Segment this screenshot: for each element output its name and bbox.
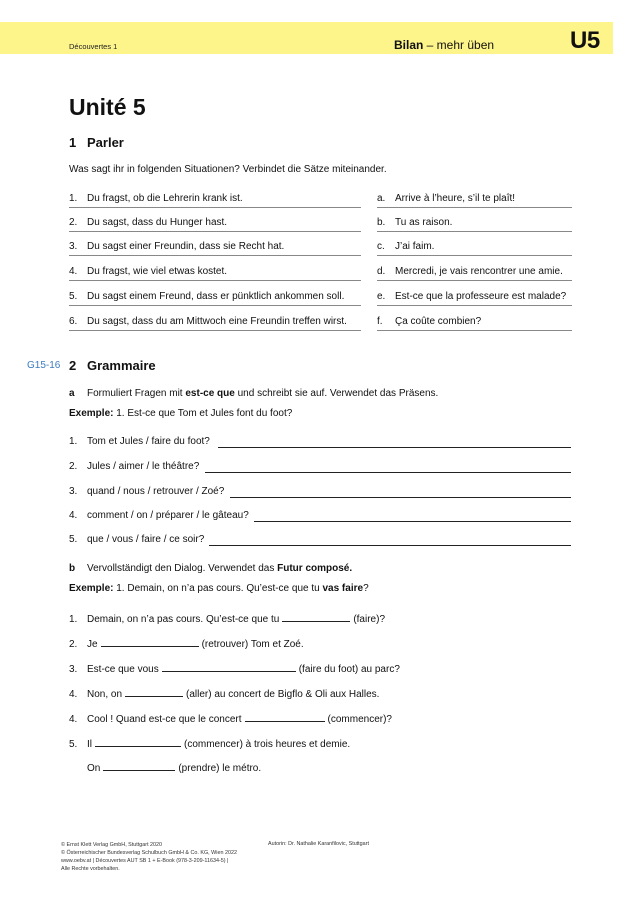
section-1-title: Parler	[87, 135, 124, 150]
answer-line	[377, 305, 572, 306]
item-number: 5.	[69, 534, 78, 545]
section-1-heading	[69, 135, 124, 150]
answer-line	[377, 330, 572, 331]
right-item-letter: f.	[377, 316, 383, 327]
example-answer: vas faire	[322, 583, 364, 594]
example-label: Exemple:	[69, 408, 114, 419]
left-item-number: 6.	[69, 316, 78, 327]
exercise-b-item	[69, 711, 392, 725]
exercise-b-instruction	[69, 563, 352, 574]
left-item-text: Du sagst einer Freundin, dass sie Recht hat.	[87, 241, 285, 252]
footer-line: © Ernst Klett Verlag GmbH, Stuttgart 2020	[61, 842, 163, 848]
instr-a-part1: Formuliert Fragen mit	[87, 388, 186, 399]
left-item-text: Du fragst, wie viel etwas kostet.	[87, 266, 228, 277]
exercise-b-item	[69, 760, 261, 774]
exercise-a-instruction	[69, 388, 438, 399]
section-2-title: Grammaire	[87, 358, 156, 373]
item-text-after: (retrouver) Tom et Zoé.	[201, 639, 304, 650]
footer-line: © Österreichischer Bundesverlag Schulbuch GmbH & Co. KG, Wien 2022	[61, 850, 237, 856]
instr-a-bold: est-ce que	[185, 388, 235, 399]
footer-line: Alle Rechte vorbehalten.	[61, 866, 120, 872]
item-text-before: Non, on	[87, 689, 123, 700]
author-credit: Autorin: Dr. Nathalie Karanfilovic, Stuttgart	[268, 841, 369, 847]
answer-line	[377, 255, 572, 256]
answer-line	[69, 255, 361, 256]
blank-field[interactable]	[245, 711, 325, 722]
blank-field[interactable]	[282, 611, 350, 622]
left-item-text: Du sagst, dass du Hunger hast.	[87, 217, 228, 228]
item-prompt: quand / nous / retrouver / Zoé?	[87, 486, 225, 497]
item-number: 4.	[69, 689, 78, 700]
exercise-a-example	[69, 408, 292, 419]
book-title: Découvertes 1	[69, 42, 118, 51]
answer-line[interactable]	[218, 447, 571, 448]
item-number: 4.	[69, 510, 78, 521]
answer-line	[69, 280, 361, 281]
section-2-number: 2	[69, 358, 77, 373]
footer-line: www.oebv.at | Découvertes AUT SB 1 + E-Book (978-3-209-11634-5) |	[61, 858, 229, 864]
item-text-before: Demain, on n’a pas cours. Qu’est-ce que tu	[87, 614, 280, 625]
right-item-text: Est-ce que la professeure est malade?	[395, 291, 567, 302]
right-item-text: Arrive à l’heure, s’il te plaît!	[395, 193, 516, 204]
answer-line	[69, 207, 361, 208]
exercise-a-letter: a	[69, 388, 75, 399]
section-1-instruction: Was sagt ihr in folgenden Situationen? Verbindet die Sätze miteinander.	[69, 164, 387, 175]
left-item-number: 2.	[69, 217, 78, 228]
item-number: 5.	[69, 739, 78, 750]
item-prompt: que / vous / faire / ce soir?	[87, 534, 205, 545]
item-number: 2.	[69, 639, 78, 650]
left-item-number: 1.	[69, 193, 78, 204]
answer-line[interactable]	[209, 545, 571, 546]
exercise-b-item	[69, 661, 400, 675]
example-text: 1. Demain, on n’a pas cours. Qu’est-ce que tu	[113, 583, 323, 594]
item-number: 1.	[69, 614, 78, 625]
item-text-before: On	[87, 763, 101, 774]
item-text-before: Je	[87, 639, 98, 650]
example-text: 1. Est-ce que Tom et Jules font du foot?	[113, 408, 293, 419]
right-item-text: J’ai faim.	[395, 241, 435, 252]
bilan-label	[394, 38, 494, 52]
right-item-letter: e.	[377, 291, 386, 302]
item-number: 1.	[69, 436, 78, 447]
item-number: 3.	[69, 664, 78, 675]
right-item-text: Mercredi, je vais rencontrer une amie.	[395, 266, 563, 277]
page-title: Unité 5	[69, 94, 146, 120]
exercise-b-item	[69, 736, 350, 750]
right-item-letter: a.	[377, 193, 386, 204]
blank-field[interactable]	[103, 760, 175, 771]
blank-field[interactable]	[95, 736, 181, 747]
item-text-after: (faire)?	[353, 614, 386, 625]
item-number: 2.	[69, 461, 78, 472]
instr-b-part1: Vervollständigt den Dialog. Verwendet das	[87, 563, 278, 574]
right-item-letter: b.	[377, 217, 386, 228]
exercise-a-item	[69, 486, 224, 497]
exercise-b-item	[69, 686, 379, 700]
answer-line[interactable]	[205, 472, 571, 473]
answer-line	[69, 305, 361, 306]
left-item-number: 4.	[69, 266, 78, 277]
item-text-after: (commencer) à trois heures et demie.	[184, 739, 351, 750]
item-prompt: comment / on / préparer / le gâteau?	[87, 510, 249, 521]
grammar-reference: G15-16	[27, 360, 61, 371]
blank-field[interactable]	[162, 661, 296, 672]
left-item-number: 5.	[69, 291, 78, 302]
blank-field[interactable]	[101, 636, 199, 647]
answer-line	[69, 330, 361, 331]
answer-line	[69, 231, 361, 232]
instr-a-part2: und schreibt sie auf. Verwendet das Präsens.	[234, 388, 439, 399]
left-item-text: Du sagst einem Freund, dass er pünktlich ankommen soll.	[87, 291, 345, 302]
exercise-a-item	[69, 436, 210, 447]
item-text-before: Il	[87, 739, 92, 750]
answer-line	[377, 280, 572, 281]
right-item-letter: d.	[377, 266, 386, 277]
exercise-b-item	[69, 636, 304, 650]
right-item-letter: c.	[377, 241, 385, 252]
section-1-number: 1	[69, 135, 77, 150]
item-text-after: (commencer)?	[327, 714, 392, 725]
item-text-after: (faire du foot) au parc?	[298, 664, 400, 675]
left-item-text: Du sagst, dass du am Mittwoch eine Freundin treffen wirst.	[87, 316, 347, 327]
left-item-text: Du fragst, ob die Lehrerin krank ist.	[87, 193, 243, 204]
right-item-text: Ça coûte combien?	[395, 316, 482, 327]
answer-line[interactable]	[230, 497, 571, 498]
section-2-heading	[69, 358, 156, 373]
answer-line	[377, 231, 572, 232]
unit-badge: U5	[570, 27, 600, 54]
answer-line[interactable]	[254, 521, 571, 522]
exercise-b-example	[69, 583, 369, 594]
bilan-bold: Bilan	[394, 38, 424, 52]
item-number: 4.	[69, 714, 78, 725]
item-text-before: Est-ce que vous	[87, 664, 159, 675]
exercise-a-item	[69, 510, 249, 521]
blank-field[interactable]	[125, 686, 183, 697]
instr-b-bold: Futur composé.	[277, 563, 353, 574]
exercise-a-item	[69, 461, 199, 472]
item-prompt: Jules / aimer / le théâtre?	[87, 461, 200, 472]
right-item-text: Tu as raison.	[395, 217, 453, 228]
exercise-a-item	[69, 534, 204, 545]
copyright-footer	[61, 841, 237, 873]
exercise-b-letter: b	[69, 563, 76, 574]
item-text-after: (prendre) le métro.	[178, 763, 262, 774]
item-number: 3.	[69, 486, 78, 497]
answer-line	[377, 207, 572, 208]
bilan-rest: – mehr üben	[423, 38, 495, 52]
example-end: ?	[363, 583, 369, 594]
item-prompt: Tom et Jules / faire du foot?	[87, 436, 210, 447]
item-text-before: Cool ! Quand est-ce que le concert	[87, 714, 242, 725]
example-label: Exemple:	[69, 583, 114, 594]
item-text-after: (aller) au concert de Bigflo & Oli aux Halles.	[186, 689, 380, 700]
exercise-b-item	[69, 611, 385, 625]
left-item-number: 3.	[69, 241, 78, 252]
